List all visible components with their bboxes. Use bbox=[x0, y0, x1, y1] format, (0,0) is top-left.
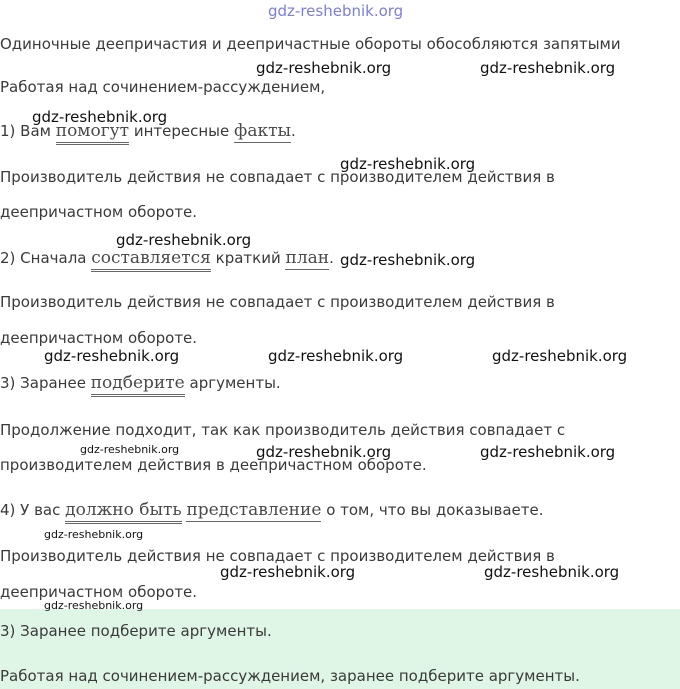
item-2-explain-1: Производитель действия не совпадает с производителем действия в bbox=[0, 293, 555, 311]
item-2-subject: план bbox=[285, 248, 330, 268]
watermark: gdz-reshebnik.org bbox=[44, 599, 144, 612]
item-3-prefix: 3) Заранее bbox=[0, 374, 91, 392]
item-1-mid: интересные bbox=[129, 122, 235, 140]
item-3-explain-2: производителем действия в деепричастном обороте. bbox=[0, 456, 427, 474]
item-4-end: о том, что вы доказываете. bbox=[321, 501, 544, 519]
item-1-end: . bbox=[291, 122, 296, 140]
watermark: gdz-reshebnik.org bbox=[340, 155, 476, 173]
item-2-end: . bbox=[329, 249, 334, 267]
item-4-explain-2: деепричастном обороте. bbox=[0, 583, 198, 601]
item-3 bbox=[0, 373, 281, 393]
watermark: gdz-reshebnik.org bbox=[220, 563, 356, 581]
item-3-predicate: подберите bbox=[91, 373, 185, 397]
item-1-explain-1: Производитель действия не совпадает с производителем действия в bbox=[0, 168, 555, 186]
answer-line-2: Работая над сочинением-рассуждением, заранее подберите аргументы. bbox=[0, 667, 580, 685]
item-2-predicate: составляется bbox=[91, 248, 211, 272]
item-1-predicate: помогут bbox=[56, 121, 129, 145]
item-3-end: аргументы. bbox=[184, 374, 281, 392]
watermark: gdz-reshebnik.org bbox=[340, 251, 476, 269]
watermark: gdz-reshebnik.org bbox=[44, 347, 180, 365]
watermark: gdz-reshebnik.org bbox=[44, 528, 144, 541]
watermark: gdz-reshebnik.org bbox=[256, 443, 392, 461]
watermark: gdz-reshebnik.org bbox=[492, 347, 628, 365]
item-1-prefix: 1) Вам bbox=[0, 122, 56, 140]
watermark: gdz-reshebnik.org bbox=[484, 563, 620, 581]
item-2-explain-2: деепричастном обороте. bbox=[0, 329, 198, 347]
watermark: gdz-reshebnik.org bbox=[480, 443, 616, 461]
item-4-prefix: 4) У вас bbox=[0, 501, 66, 519]
watermark: gdz-reshebnik.org bbox=[80, 443, 180, 456]
watermark: gdz-reshebnik.org bbox=[268, 347, 404, 365]
item-2 bbox=[0, 248, 334, 268]
item-2-mid: краткий bbox=[210, 249, 286, 267]
header-text: Одиночные деепричастия и деепричастные обороты обособляются запятыми bbox=[0, 35, 621, 53]
watermark: gdz-reshebnik.org bbox=[32, 108, 168, 126]
watermark-top: gdz-reshebnik.org bbox=[268, 2, 404, 20]
item-1-explain-2: деепричастном обороте. bbox=[0, 203, 198, 221]
item-4-predicate: должно быть bbox=[65, 500, 182, 524]
watermark: gdz-reshebnik.org bbox=[116, 231, 252, 249]
item-1-subject: факты bbox=[234, 121, 292, 141]
intro-text: Работая над сочинением-рассуждением, bbox=[0, 78, 326, 96]
watermark: gdz-reshebnik.org bbox=[256, 59, 392, 77]
answer-line-1: 3) Заранее подберите аргументы. bbox=[0, 622, 272, 640]
item-4-subject: представление bbox=[186, 500, 322, 520]
item-4 bbox=[0, 500, 544, 520]
item-3-explain-1: Продолжение подходит, так как производитель действия совпадает с bbox=[0, 421, 566, 439]
item-2-prefix: 2) Сначала bbox=[0, 249, 92, 267]
item-4-explain-1: Производитель действия не совпадает с производителем действия в bbox=[0, 547, 555, 565]
watermark: gdz-reshebnik.org bbox=[480, 59, 616, 77]
